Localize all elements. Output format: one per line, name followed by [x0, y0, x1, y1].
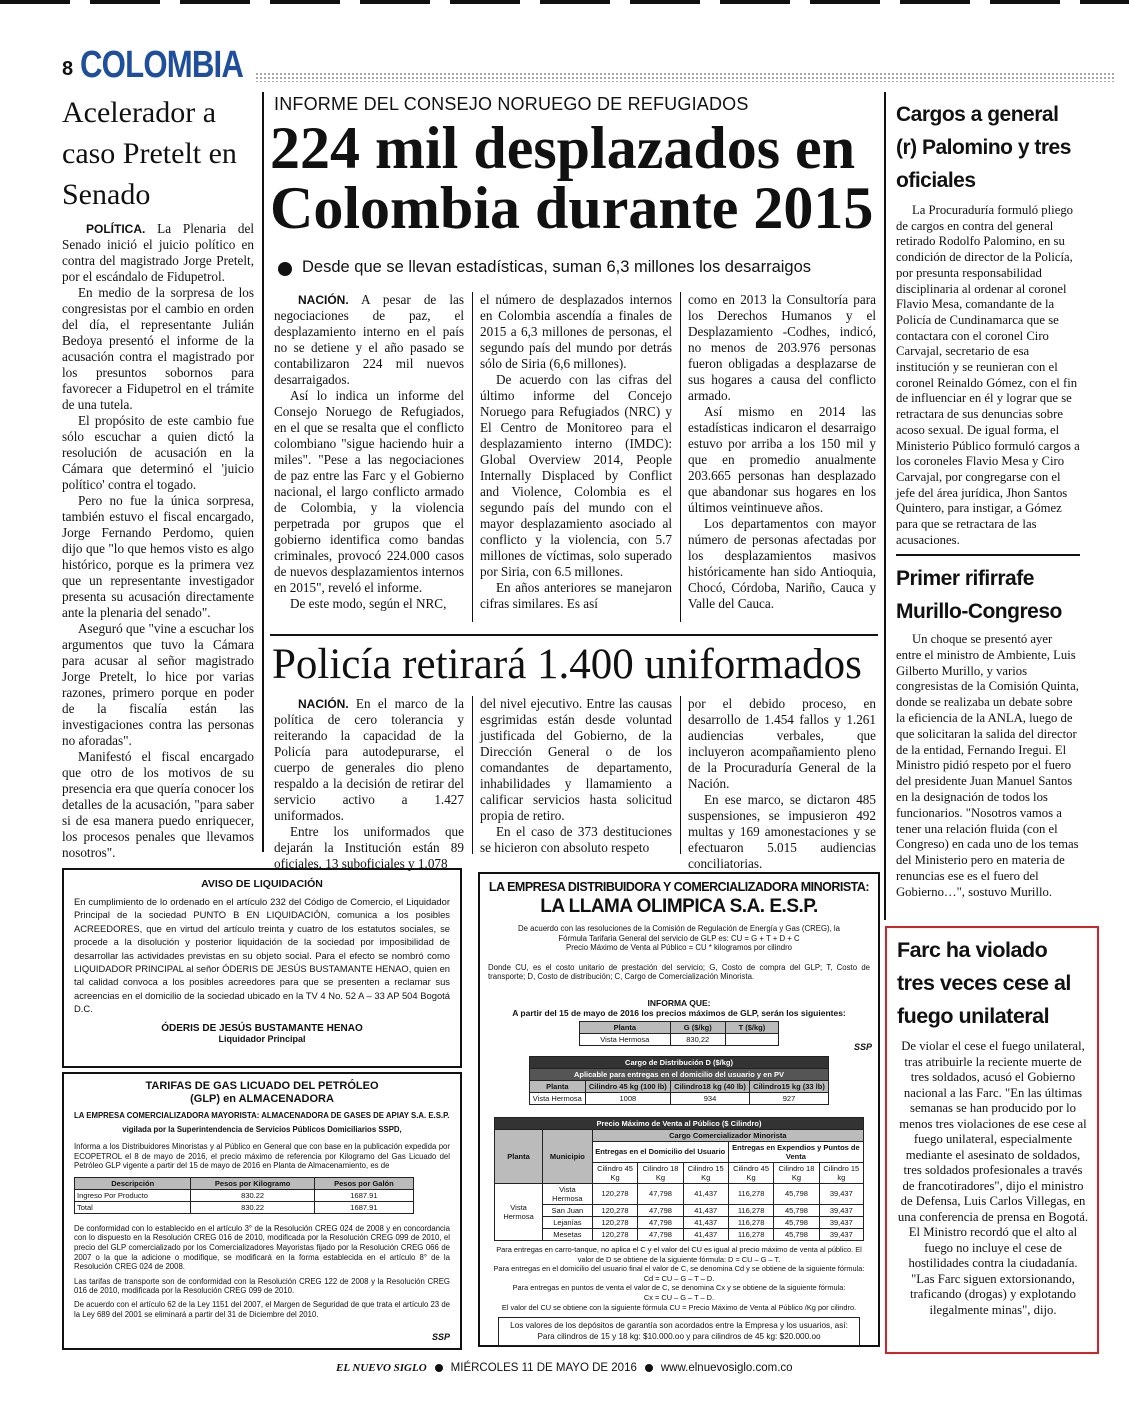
table-cell: 45,798: [774, 1183, 819, 1204]
column-divider: [680, 696, 681, 854]
paragraph: La Plenaria del Senado inició el juicio político en contra del magistrado Jorge Pretelt, por el escándalo de Fidupetrol.: [62, 221, 254, 284]
paragraph: A pesar de las negociaciones de paz, el desplazamiento interno en el país no se detiene y el año pasado se contabilizaron 224 mil nuevos desarraigados.: [274, 292, 464, 387]
left-article-title: Acelerador a caso Pretelt en Senado: [62, 96, 237, 211]
right-article-3-title: Farc ha violado tres veces cese al fuego unilateral: [897, 938, 1071, 1028]
table-header: Planta: [495, 1129, 543, 1183]
ad-tarifas-table: [74, 1177, 414, 1214]
table-cell: 47,798: [638, 1216, 683, 1228]
table-row: [75, 1201, 414, 1213]
right-article-1-title: Cargos a general (r) Palomino y tres oficiales: [896, 103, 1071, 192]
table-cell: 39,437: [819, 1204, 863, 1216]
table-cell: 1008: [585, 1092, 670, 1104]
right-article-1: [896, 98, 1080, 548]
table-header: Planta: [530, 1080, 586, 1092]
paragraph: En ese marco, se dictaron 485 suspensiones, se impusieron 492 multas y 169 amonestaciones y se efectuaron 5.015 audiencias conciliatorias.: [688, 792, 876, 871]
paragraph: De acuerdo con las cifras del último informe del Concejo Noruego para Refugiados (NRC) y El Centro de Monitoreo para el desplazamiento interno (IMDC): Global Overview 2014, People Internally Displaced by Conflict and Violence, Colombia es el segundo país del mundo con el mayor desplazamiento asociado al conflicto y la violencia, con 5.7 millones de víctimas, solo superado por Siria, con 6.5 millones.: [480, 372, 672, 579]
paragraph: Así lo indica un informe del Consejo Noruego de Refugiados, en el que se resalta que el conflicto colombiano "sigue haciendo huir a miles". "Pese a las negociaciones de paz entre las Farc y el Gobierno nacional, el largo conflicto armado de Colombia, y la violencia perpetrada por grupos que el gobierno identifica como bandas criminales, provocó 224.000 casos de nuevos desplazamientos internos en 2015", reveló el informe.: [274, 388, 464, 595]
footer-date: MIÉRCOLES 11 DE MAYO DE 2016: [450, 1362, 637, 1374]
ad-tarifas-company: LA EMPRESA COMERCIALIZADORA MAYORISTA: ALMACENADORA DE GASES DE APIAY S.A. E.S.P.: [74, 1111, 450, 1120]
title-line: 224 mil desplazados en: [270, 115, 856, 181]
table-subtitle: Aplicable para entregas en el domicilio del usuario y en PV: [530, 1068, 829, 1080]
table-header: Municipio: [543, 1129, 593, 1183]
table-cell: 47,798: [638, 1204, 683, 1216]
left-article-lead: POLÍTICA.: [86, 222, 146, 236]
police-article-col3: [688, 696, 876, 872]
table-cell: 830,22: [670, 1033, 725, 1045]
table-cell: 47,798: [638, 1228, 683, 1240]
table-cell: Vista Hermosa: [543, 1183, 593, 1204]
column-divider: [472, 696, 473, 854]
police-article-lead: NACIÓN.: [298, 697, 349, 711]
table-cell: Lejanías: [543, 1216, 593, 1228]
table-header: Cilindro 45 kg (100 lb): [585, 1080, 670, 1092]
bullet-icon: [278, 262, 292, 276]
table-cell: 45,798: [774, 1228, 819, 1240]
table-header: Cilindro 18 Kg: [638, 1162, 683, 1183]
table-cell: 934: [671, 1092, 750, 1104]
paragraph: En años anteriores se manejaron cifras similares. Es así: [480, 580, 672, 611]
table-title: Precio Máximo de Venta al Público ($ Cilindro): [495, 1117, 864, 1129]
ad-llama-deposit: Los valores de los depósitos de garantía son acordados entre la Empresa y los usuarios, así: Para cilindros de 15 y 18 kg: $10.000.oo y para cilindros de 45 kg: $20.000.oo: [498, 1317, 860, 1346]
table-header: Cilindro 45 Kg: [728, 1162, 774, 1183]
title-line: TARIFAS DE GAS LICUADO DEL PETRÓLEO: [145, 1080, 379, 1092]
ad-liquidacion-signer: ÓDERIS DE JESÚS BUSTAMANTE HENAO: [161, 1022, 363, 1034]
table-header: T ($/kg): [725, 1021, 778, 1033]
ad-tarifas: [62, 1072, 462, 1350]
table-header: Cilindro 15 kg: [819, 1162, 863, 1183]
main-article-kicker: INFORME DEL CONSEJO NORUEGO DE REFUGIADOS: [274, 94, 749, 114]
bullet-icon: [645, 1364, 653, 1372]
right-article-3: [897, 934, 1089, 1318]
table-cell: 41,437: [683, 1228, 728, 1240]
table-row: [495, 1228, 864, 1240]
table-cell: 39,437: [819, 1183, 863, 1204]
table-cell: 927: [750, 1092, 829, 1104]
footer: [336, 1358, 793, 1378]
ad-llama-table-d: [529, 1056, 829, 1105]
ad-tarifas-supervised: vigilada por la Superintendencia de Servicios Públicos Domiciliarios SSPD,: [122, 1125, 402, 1134]
column-divider: [884, 92, 886, 920]
paragraph: Pero no fue la única sorpresa, también estuvo el fiscal encargado, Jorge Fernando Perdomo, quien dijo que "lo que hemos visto es algo histórico, porque es la primera vez que un representante investigador presenta su acusación directamente ante la plenaria del senado".: [62, 493, 254, 620]
table-row: [580, 1033, 779, 1045]
ad-llama-defs: Donde CU, es el costo unitario de prestación del servicio; G, Costo de compra del GLP; T, Costo de transporte; D, Costo de distribución; C, Cargo de Comercialización Minorista.: [488, 962, 870, 982]
paragraph: como en 2013 la Consultoría para los Derechos Humanos y el Desplazamiento -Codhes, indicó, no menos de 203.976 personas fueron obligadas a desplazarse de sus hogares a causa del conflicto armado.: [688, 292, 876, 403]
table-cell: Vista Hermosa: [530, 1092, 586, 1104]
formula-line: Cx = CU – G – T – D.: [643, 1292, 715, 1302]
footer-brand: EL NUEVO SIGLO: [336, 1362, 427, 1374]
table-cell: 120,278: [592, 1228, 638, 1240]
table-header: Pesos por Galón: [314, 1177, 413, 1189]
table-cell: San Juan: [543, 1204, 593, 1216]
table-header: Cilindro 15 Kg: [683, 1162, 728, 1183]
ad-tarifas-title: [74, 1080, 450, 1106]
masthead-rule: [255, 72, 1115, 82]
main-article-lead: NACIÓN.: [298, 293, 349, 307]
ad-llama-company: LA LLAMA OLIMPICA S.A. E.S.P.: [540, 896, 818, 917]
table-header: Cilindro15 kg (33 lb): [750, 1080, 829, 1092]
table-cell: 41,437: [683, 1216, 728, 1228]
table-cell: 830.22: [191, 1201, 314, 1213]
paragraph: Así mismo en 2014 las estadísticas indicaron el desarraigo estuvo por arriba a los 150 mil y que en promedio anualmente 203.665 personas han desplazado que abandonar sus hogares en los últimos veintinueve años.: [688, 404, 876, 515]
table-cell: Total: [75, 1201, 191, 1213]
table-header: Planta: [580, 1021, 671, 1033]
ad-tarifas-note: Las tarifas de transporte son de conformidad con la Resolución CREG 122 de 2008 y la Resolución CREG 016 de 2010, modificada por la Resolución CREG 099 de 2010.: [74, 1276, 450, 1296]
table-cell: Vista Hermosa: [580, 1033, 671, 1045]
ad-tarifas-note: De conformidad con lo establecido en el artículo 3° de la Resolución CREG 024 de 2008 y en concordancia con lo dispuesto en la Resolución CREG 016 de 2010, modificada por la Resolución CREG 099 de 2010, el precio del GLP comercializado por los Comercializadores Mayoristas fijado por la Resolución CREG 066 de 2007 o la que la adicione o modifique, se modificará en la forma establecida en el artículo 8° de la Resolución CREG 024 de 2008.: [74, 1223, 450, 1272]
table-row: [495, 1183, 864, 1204]
left-article-body: [62, 221, 254, 861]
ad-llama-table-price: [494, 1117, 864, 1241]
paragraph: En el marco de la política de cero tolerancia y reiterando la capacidad de la Policía para autodepurarse, el cuerpo de generales dio pleno respaldo a la decisión de retirar del servicio activo a 1.427 uniformados.: [274, 696, 464, 823]
table-cell: 830.22: [191, 1189, 314, 1201]
formula-line: Cd = CU – G – T – D.: [643, 1273, 715, 1283]
ssp-stamp: SSP: [853, 1042, 872, 1052]
main-article-col3: [688, 292, 876, 612]
ad-llama: [478, 872, 880, 1347]
main-article-title: [270, 115, 880, 241]
paragraph: del nivel ejecutivo. Entre las causas esgrimidas están desde voluntad justificada del Gobierno, de la Dirección General o de los comandantes de departamento, inhabilidades y llamamiento a calificar servicios hasta solicitud propia de retiro.: [480, 696, 672, 823]
police-article-col1: [274, 696, 464, 872]
page-number: 8: [62, 58, 74, 80]
section-title: COLOMBIA: [80, 44, 244, 86]
table-cell: 39,437: [819, 1228, 863, 1240]
article-separator: [896, 554, 1080, 556]
table-cell: 41,437: [683, 1204, 728, 1216]
table-cell: 116,278: [728, 1228, 774, 1240]
table-cell: 41,437: [683, 1183, 728, 1204]
paragraph: De este modo, según el NRC,: [290, 596, 447, 611]
main-article-col2: [480, 292, 672, 612]
paragraph: En el caso de 373 destituciones se hicieron con absoluto respeto: [480, 824, 672, 855]
table-cell: 116,278: [728, 1183, 774, 1204]
table-header: Cilindro18 kg (40 lb): [671, 1080, 750, 1092]
column-divider: [262, 92, 264, 852]
footer-url[interactable]: www.elnuevosiglo.com.co: [660, 1362, 793, 1374]
table-cell: 120,278: [592, 1183, 638, 1204]
ad-tarifas-note: De acuerdo con el artículo 62 de la Ley 1151 del 2007, el Margen de Seguridad de que trata el artículo 23 de la Ley 689 del 2001 se eliminará a partir del 31 de Diciembre del 2010.: [74, 1299, 450, 1319]
table-row: [495, 1216, 864, 1228]
ad-llama-formulas: [488, 1245, 870, 1312]
table-header: Entregas en el Domicilio del Usuario: [592, 1141, 728, 1162]
article-separator: [270, 634, 878, 636]
ad-tarifas-intro: Informa a los Distribuidores Minoristas y al Público en General que con base en la publicación expedida por ECOPETROL el 8 de mayo de 2016, el precio máximo de referencia por Kilogramo del Gas Licuado del Petróleo GLP vigente a partir del 15 de mayo de 2016 en Planta de Almacenamiento, es de: [74, 1142, 450, 1171]
table-row: [530, 1092, 829, 1104]
table-cell: 120,278: [592, 1216, 638, 1228]
table-header: Pesos por Kilogramo: [191, 1177, 314, 1189]
paragraph: Manifestó el fiscal encargado que otro de los motivos de su presencia era que quería conocer los detalles de la acusación, "para saber si de esa manera puedo enriquecer, los procesos penales que llevamos nosotros".: [62, 749, 254, 860]
ad-liquidacion: [62, 868, 462, 1068]
police-article-title: Policía retirará 1.400 uniformados: [272, 641, 862, 688]
table-cell: [725, 1033, 778, 1045]
title-line: (GLP) en ALMACENADORA: [190, 1093, 334, 1105]
table-cell: Ingreso Por Producto: [75, 1189, 191, 1201]
table-cell: Vista Hermosa: [495, 1183, 543, 1240]
ad-llama-heading: LA EMPRESA DISTRIBUIDORA Y COMERCIALIZADORA MINORISTA:: [488, 880, 870, 894]
ad-llama-from-date: A partir del 15 de mayo de 2016 los precios máximos de GLP, serán los siguientes:: [512, 1007, 846, 1018]
formula-line: Para entregas en carro-tanque, no aplica el C y el valor del CU es igual al precio máximo de venta al público. El valor de D se obtiene de la siguiente fórmula: D = CU – G – T.: [496, 1244, 862, 1264]
table-header: Descripción: [75, 1177, 191, 1189]
table-row: [75, 1189, 414, 1201]
table-cell: 116,278: [728, 1216, 774, 1228]
ad-liquidacion-text: En cumplimiento de lo ordenado en el artículo 232 del Código de Comercio, el Liquidador Principal de la sociedad PUNTO B EN LIQUIDACIÓN, comunica a los posibles ACREEDORES, que en virtud del artículo treinta y cuatro de los estatutos sociales, se procede a la disolución y posterior liquidación de la sociedad por imposibilidad de desarrollar las actividades previstas en su objeto social. Para el efecto se nombró como LIQUIDADOR PRINCIPAL al señor ÓDERIS DE JESÚS BUSTAMANTE HENAO, quien en tal calidad convoca a los posibles acreedores para que se presenten a reclamar sus acreencias en el domicilio de la sociedad ubicado en la TV 4 No. 52 A – 33 AP 504 Bogotá D.C.: [74, 896, 450, 1015]
formula-line: El valor del CU se obtiene con la siguiente fórmula CU = Precio Máximo de Venta al Público /Kg por cilindro.: [501, 1302, 857, 1312]
ad-llama-intro: Precio Máximo de Venta al Público = CU * kilogramos por cilindro: [566, 943, 792, 953]
police-article-col2: [480, 696, 672, 856]
table-cell: 1687.91: [314, 1201, 413, 1213]
table-cell: Mesetas: [543, 1228, 593, 1240]
table-cell: 1687.91: [314, 1189, 413, 1201]
table-header: Entregas en Expendios y Puntos de Venta: [728, 1141, 863, 1162]
paragraph: Un choque se presentó ayer entre el ministro de Ambiente, Luis Gilberto Murillo, y varios congresistas de la Comisión Quinta, donde se realizaba un debate sobre la eficiencia de la ANLA, luego de que solicitaran la salida del director de la entidad, Fernando Iregui. El Ministro pidió respeto por el fuero del presidente Juan Manuel Santos en la designación de todos los funcionarios. "Nosotros vamos a tener una relación fluida (con el Congreso) en cada uno de los temas del Ministerio pero en materia de renuncias ese es el fuero del Gobierno…", sostuvo Murillo.: [896, 632, 1079, 899]
ad-liquidacion-title: AVISO DE LIQUIDACIÓN: [201, 878, 323, 890]
paragraph: El propósito de este cambio fue sólo escuchar a quien dictó la resolución de acusación en la Cámara que determinó el 'juicio político' contra el togado.: [62, 413, 254, 492]
table-row: [495, 1204, 864, 1216]
main-article-col1: [274, 292, 464, 612]
table-header: Cilindro 18 Kg: [774, 1162, 819, 1183]
table-header: Cargo Comercializador Minorista: [592, 1129, 863, 1141]
table-header: Cilindro 45 Kg: [592, 1162, 638, 1183]
main-article-subtitle: Desde que se llevan estadísticas, suman 6,3 millones los desarraigos: [302, 258, 812, 276]
column-divider: [680, 292, 681, 622]
title-line: Colombia durante 2015: [270, 175, 874, 241]
table-cell: 116,278: [728, 1204, 774, 1216]
column-divider: [472, 292, 473, 622]
table-cell: 45,798: [774, 1204, 819, 1216]
bullet-icon: [435, 1364, 443, 1372]
paragraph: Aseguró que "vine a escuchar los argumentos que tuvo la Cámara para acusar al señor magistrado Jorge Pretelt, lo hice por varias razones, primero porque en poder de la fiscalía están las investigaciones contra las personas no aforadas".: [62, 621, 254, 748]
right-article-2: [896, 562, 1080, 901]
paragraph: La Procuraduría formuló pliego de cargos en contra del general retirado Rodolfo Palomino, en su condición de director de la Policía, por presunta responsabilidad disciplinaria al ordenar al coronel Flavio Mesa, comandante de la Policía de Cundinamarca que se contactara con el coronel Ciro Carvajal, secretario de esa institución y se reunieran con el coronel Reinaldo Gómez, con el fin de influenciar en él y lograr que se retractara de sus denuncias sobre acoso sexual. De igual forma, el Ministerio Público formuló cargos a los coroneles Flavio Mesa y Ciro Carvajal, por congregarse con el jefe del área jurídica, Jhon Santos Quintero, para instigar, a Gómez para que se retractara de las acusaciones.: [896, 203, 1080, 547]
formula-line: Para entregas en puntos de venta el valor de C, se denomina Cx y se obtiene de la siguiente fórmula:: [512, 1283, 846, 1293]
table-cell: 39,437: [819, 1216, 863, 1228]
paragraph: Los departamentos con mayor número de personas afectadas por los desplazamientos masivos históricamente han sido Antioquia, Chocó, Córdoba, Nariño, Cauca y Valle del Cauca.: [688, 516, 876, 611]
ad-llama-intro: De acuerdo con las resoluciones de la Comisión de Regulación de Energía y Gas (CREG), la Fórmula Tarifaria General del servicio de GLP es: CU = G + T + D + C: [518, 924, 841, 943]
paragraph: En medio de la sorpresa de los congresistas por el cambio en orden del día, el representante Julián Bedoya presentó el informe de la acusación contra el magistrado por los presuntos sobornos para favorecer a Fidupetrol en el trámite de una tutela.: [62, 285, 254, 412]
formula-line: Para entregas en el domicilio del usuario final el valor de C, se denomina Cd y se obtiene de la siguiente fórmula:: [493, 1264, 865, 1274]
ad-liquidacion-role: Liquidador Principal: [218, 1033, 306, 1044]
paragraph: por el debido proceso, en desarrollo de 1.454 fallos y 1.261 audiencias verbales, que incluyeron acompañamiento pleno de la Procuraduría General de la Nación.: [688, 696, 876, 791]
left-article: [62, 92, 254, 861]
table-header: G ($/kg): [670, 1021, 725, 1033]
top-edge-band: [0, 0, 1129, 4]
ssp-stamp: SSP: [431, 1332, 450, 1342]
table-title: Cargo de Distribución D ($/kg): [530, 1056, 829, 1068]
table-cell: 120,278: [592, 1204, 638, 1216]
table-cell: 47,798: [638, 1183, 683, 1204]
paragraph: el número de desplazados internos en Colombia ascendía a finales de 2015 a 6,3 millones de personas, el segundo país del mundo por detrás sólo de Siria (6,6 millones).: [480, 292, 672, 371]
table-cell: 45,798: [774, 1216, 819, 1228]
right-article-2-title: Primer rifirrafe Murillo-Congreso: [896, 567, 1062, 623]
ad-llama-table-g: [579, 1021, 779, 1046]
ad-llama-informa: INFORMA QUE:: [647, 997, 711, 1008]
paragraph: Entre los uniformados que dejarán la Institución están 89 oficiales, 13 suboficiales y 1.078: [274, 824, 464, 871]
paragraph: De violar el cese el fuego unilateral, tras atribuirle la reciente muerte de tres soldados, acusó el Gobierno nacional a las Farc. "En las últimas semanas se han producido por lo menos tres violaciones de ese cese al fuego unilateral, especialmente mediante el asesinato de soldados, tres soldados profesionales a través de francotiradores", dijo el ministro de Defensa, Luis Carlos Villegas, en una conferencia de prensa en Bogotá. El Ministro recordó que el alto al fuego no incluye el cese de hostilidades contra la ciudadanía. "Las Farc siguen extorsionando, traficando (drogas) y explotando ilegalmente minas", dijo.: [897, 1039, 1089, 1317]
